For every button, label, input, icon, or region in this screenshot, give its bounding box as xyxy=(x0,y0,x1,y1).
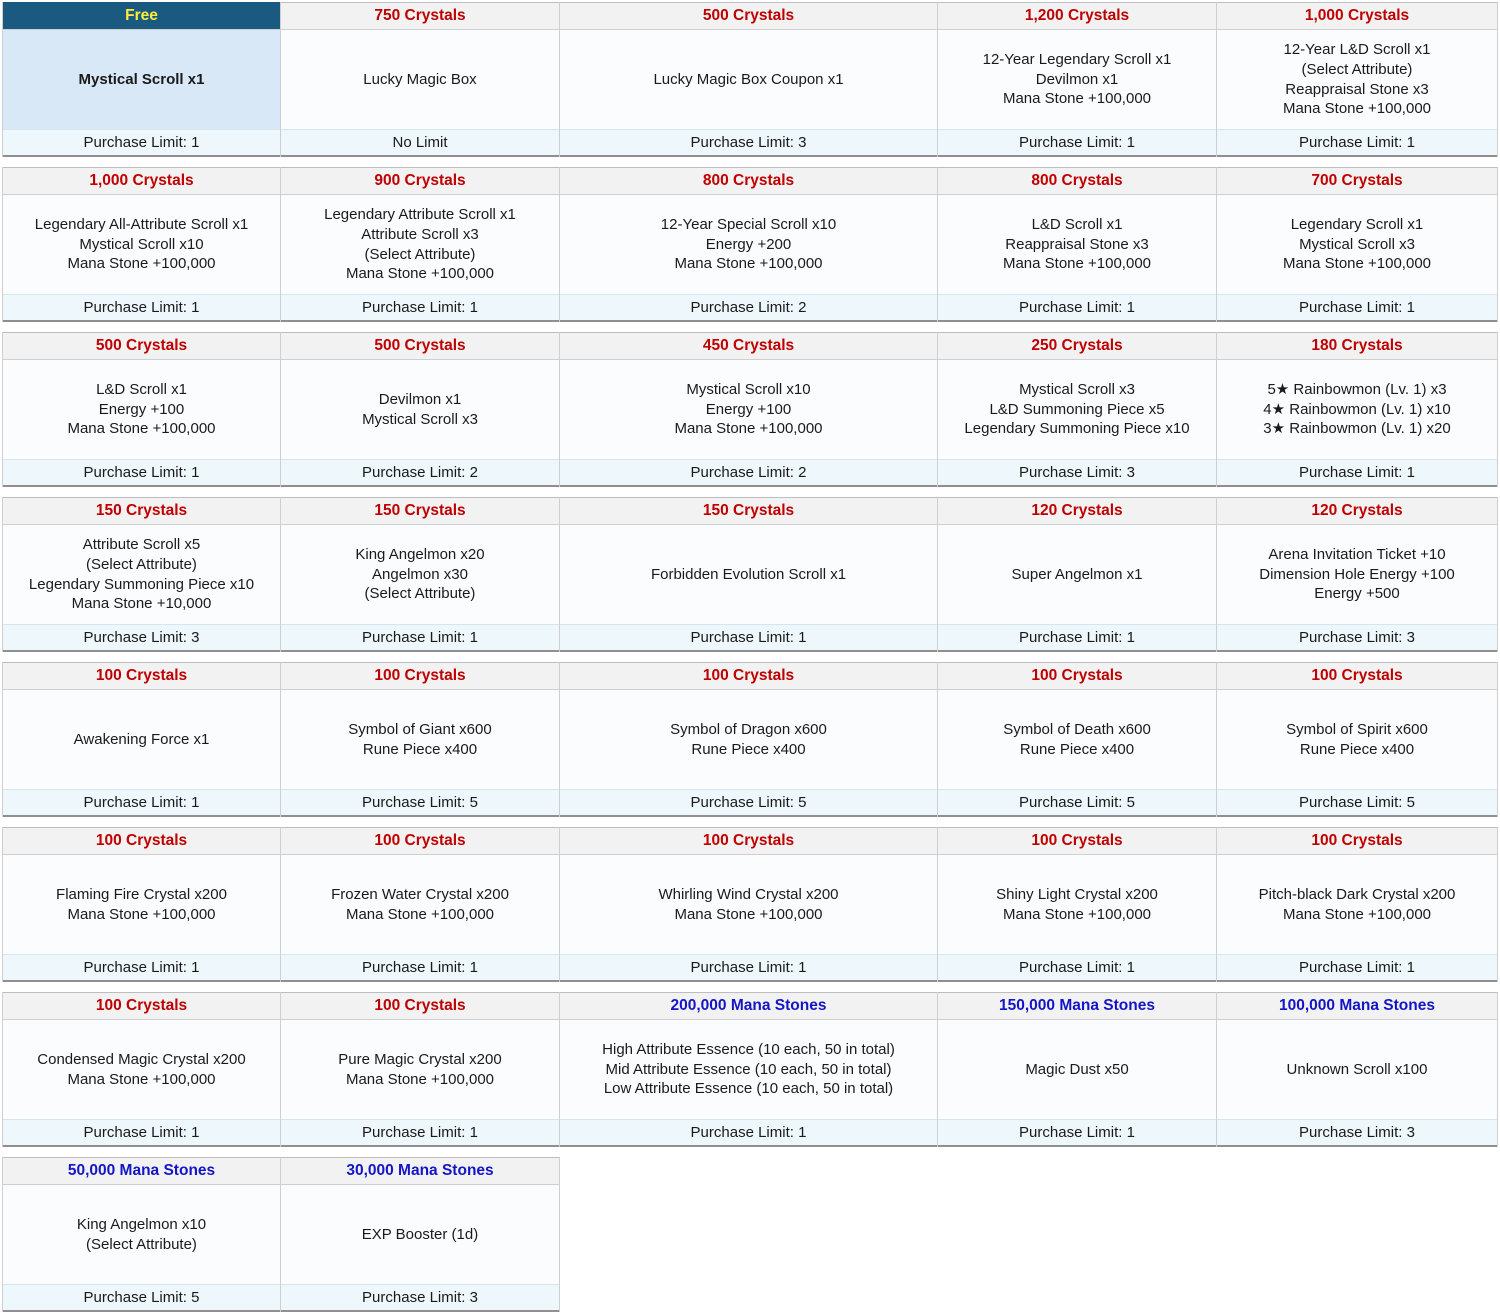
offer-item-line: Mana Stone +100,000 xyxy=(674,255,823,273)
offer-items xyxy=(3,1185,280,1284)
offer-item-line: L&D Scroll x1 xyxy=(1031,215,1123,233)
offer-item-line: Energy +200 xyxy=(705,235,792,253)
offer-item-line: Legendary Summoning Piece x10 xyxy=(28,575,255,593)
purchase-limit: Purchase Limit: 3 xyxy=(938,459,1216,487)
offer-item-line: Shiny Light Crystal x200 xyxy=(996,885,1158,903)
offer-cell[interactable] xyxy=(938,2,1217,157)
offer-item-line: L&D Summoning Piece x5 xyxy=(989,400,1165,418)
offer-cell[interactable] xyxy=(1217,332,1498,487)
purchase-limit: Purchase Limit: 1 xyxy=(3,1119,280,1147)
offer-cell[interactable] xyxy=(560,2,938,157)
offer-cell[interactable] xyxy=(560,497,938,652)
offer-item-line: Pitch-black Dark Crystal x200 xyxy=(1258,885,1456,903)
offer-item-line: Super Angelmon x1 xyxy=(1011,565,1143,583)
offer-item-line: Mana Stone +100,000 xyxy=(1282,255,1432,273)
purchase-limit: Purchase Limit: 3 xyxy=(1217,1119,1497,1147)
offer-cell[interactable] xyxy=(2,497,281,652)
purchase-limit: Purchase Limit: 1 xyxy=(938,129,1216,157)
offer-item-line: (Select Attribute) xyxy=(86,555,197,573)
offer-item-line: Mystical Scroll x1 xyxy=(78,70,205,88)
purchase-limit: Purchase Limit: 1 xyxy=(3,459,280,487)
purchase-limit: Purchase Limit: 1 xyxy=(281,624,559,652)
offer-cell[interactable] xyxy=(1217,167,1498,322)
offer-cell[interactable] xyxy=(2,1157,281,1312)
offer-item-line: Devilmon x1 xyxy=(1035,70,1119,88)
offer-items xyxy=(938,1020,1216,1119)
offer-item-line: 3★ Rainbowmon (Lv. 1) x20 xyxy=(1263,420,1451,438)
offer-price: 120 Crystals xyxy=(1217,497,1497,525)
offer-price: 500 Crystals xyxy=(3,332,280,360)
offer-items xyxy=(938,690,1216,789)
offer-item-line: Lucky Magic Box Coupon x1 xyxy=(653,70,844,88)
offer-item-line: Condensed Magic Crystal x200 xyxy=(37,1050,246,1068)
purchase-limit: Purchase Limit: 1 xyxy=(3,954,280,982)
offer-cell[interactable] xyxy=(560,992,938,1147)
offer-items xyxy=(281,855,559,954)
offer-items xyxy=(281,1185,559,1284)
offer-item-line: Mana Stone +10,000 xyxy=(71,595,212,613)
purchase-limit: Purchase Limit: 1 xyxy=(3,294,280,322)
offer-items xyxy=(281,1020,559,1119)
offer-item-line: Mystical Scroll x10 xyxy=(686,380,811,398)
offer-items xyxy=(3,195,280,294)
offer-cell[interactable] xyxy=(1217,662,1498,817)
offer-cell[interactable] xyxy=(281,1157,560,1312)
purchase-limit: Purchase Limit: 1 xyxy=(281,294,559,322)
offer-price: 700 Crystals xyxy=(1217,167,1497,195)
offer-items xyxy=(1217,855,1497,954)
offer-items xyxy=(938,855,1216,954)
offer-item-line: (Select Attribute) xyxy=(86,1235,197,1253)
offer-price: 100 Crystals xyxy=(3,992,280,1020)
offer-item-line: Awakening Force x1 xyxy=(73,730,210,748)
offer-item-line: Whirling Wind Crystal x200 xyxy=(658,885,839,903)
offer-item-line: (Select Attribute) xyxy=(364,245,476,263)
offer-item-line: Lucky Magic Box xyxy=(363,70,477,88)
offer-cell[interactable] xyxy=(560,662,938,817)
offer-items xyxy=(1217,195,1497,294)
offer-items xyxy=(1217,690,1497,789)
offer-item-line: 12-Year L&D Scroll x1 xyxy=(1283,40,1431,58)
offer-cell[interactable] xyxy=(938,167,1217,322)
offer-item-line: Pure Magic Crystal x200 xyxy=(338,1050,502,1068)
offer-cell[interactable] xyxy=(2,992,281,1147)
purchase-limit: Purchase Limit: 5 xyxy=(281,789,559,817)
offer-cell[interactable] xyxy=(938,992,1217,1147)
purchase-limit: Purchase Limit: 5 xyxy=(938,789,1216,817)
offer-item-line: L&D Scroll x1 xyxy=(96,380,187,398)
offer-item-line: Forbidden Evolution Scroll x1 xyxy=(650,565,847,583)
offer-item-line: King Angelmon x10 xyxy=(76,1215,207,1233)
offer-item-line: Attribute Scroll x5 xyxy=(82,535,201,553)
purchase-limit: Purchase Limit: 1 xyxy=(938,624,1216,652)
offer-item-line: Mana Stone +100,000 xyxy=(674,420,823,438)
offer-price: 120 Crystals xyxy=(938,497,1216,525)
offer-price: 100 Crystals xyxy=(1217,827,1497,855)
offer-price: 800 Crystals xyxy=(560,167,937,195)
purchase-limit: Purchase Limit: 1 xyxy=(560,624,937,652)
offer-cell[interactable] xyxy=(281,2,560,157)
offer-row xyxy=(2,662,1498,817)
offer-item-line: Mana Stone +100,000 xyxy=(67,1070,216,1088)
purchase-limit: Purchase Limit: 5 xyxy=(1217,789,1497,817)
offer-price: 1,000 Crystals xyxy=(1217,2,1497,30)
offer-item-line: (Select Attribute) xyxy=(364,585,476,603)
offer-item-line: Frozen Water Crystal x200 xyxy=(331,885,509,903)
offer-item-line: Legendary Attribute Scroll x1 xyxy=(324,205,516,223)
offer-items xyxy=(3,690,280,789)
purchase-limit: Purchase Limit: 2 xyxy=(560,459,937,487)
purchase-limit: Purchase Limit: 1 xyxy=(1217,129,1497,157)
purchase-limit: Purchase Limit: 1 xyxy=(1217,294,1497,322)
offer-items xyxy=(938,525,1216,624)
offer-items xyxy=(560,1020,937,1119)
offer-item-line: King Angelmon x20 xyxy=(355,545,485,563)
offer-items xyxy=(560,30,937,129)
purchase-limit: Purchase Limit: 1 xyxy=(3,129,280,157)
purchase-limit: Purchase Limit: 1 xyxy=(560,1119,937,1147)
offer-cell[interactable] xyxy=(1217,2,1498,157)
offer-price: Free xyxy=(3,2,280,30)
offer-cell[interactable] xyxy=(281,497,560,652)
purchase-limit: Purchase Limit: 3 xyxy=(3,624,280,652)
offer-item-line: Symbol of Dragon x600 xyxy=(670,720,827,738)
offer-cell[interactable] xyxy=(281,662,560,817)
offer-items xyxy=(1217,30,1497,129)
purchase-limit: Purchase Limit: 5 xyxy=(560,789,937,817)
offer-items xyxy=(1217,525,1497,624)
offer-items xyxy=(1217,1020,1497,1119)
offer-row xyxy=(2,1157,560,1312)
offer-price: 800 Crystals xyxy=(938,167,1216,195)
purchase-limit: Purchase Limit: 1 xyxy=(938,1119,1216,1147)
offer-item-line: Energy +500 xyxy=(1314,585,1400,603)
offer-price: 100,000 Mana Stones xyxy=(1217,992,1497,1020)
offer-item-line: Rune Piece x400 xyxy=(362,740,478,758)
offer-item-line: Flaming Fire Crystal x200 xyxy=(56,885,227,903)
offer-price: 50,000 Mana Stones xyxy=(3,1157,280,1185)
offer-items xyxy=(281,360,559,459)
offer-cell[interactable] xyxy=(2,332,281,487)
purchase-limit: Purchase Limit: 2 xyxy=(560,294,937,322)
offer-item-line: Mana Stone +100,000 xyxy=(67,255,216,273)
offer-price: 100 Crystals xyxy=(3,662,280,690)
offer-cell[interactable] xyxy=(560,827,938,982)
offer-item-line: Mana Stone +100,000 xyxy=(1282,100,1432,118)
offer-price: 150 Crystals xyxy=(281,497,559,525)
purchase-limit: Purchase Limit: 3 xyxy=(560,129,937,157)
offer-items xyxy=(3,855,280,954)
offer-price: 100 Crystals xyxy=(281,662,559,690)
offer-price: 180 Crystals xyxy=(1217,332,1497,360)
offer-item-line: Rune Piece x400 xyxy=(1019,740,1135,758)
offer-cell[interactable] xyxy=(2,2,281,157)
offer-item-line: Energy +100 xyxy=(705,400,792,418)
offer-item-line: Mid Attribute Essence (10 each, 50 in total) xyxy=(605,1060,892,1078)
purchase-limit: Purchase Limit: 1 xyxy=(1217,459,1497,487)
offer-price: 100 Crystals xyxy=(938,827,1216,855)
offer-items xyxy=(3,1020,280,1119)
offer-items xyxy=(281,195,559,294)
purchase-limit: Purchase Limit: 2 xyxy=(281,459,559,487)
offer-cell[interactable] xyxy=(938,662,1217,817)
offer-item-line: Arena Invitation Ticket +10 xyxy=(1268,545,1446,563)
offer-item-line: 12-Year Special Scroll x10 xyxy=(660,215,837,233)
purchase-limit: Purchase Limit: 1 xyxy=(281,1119,559,1147)
offer-row xyxy=(2,2,1498,157)
purchase-limit: Purchase Limit: 1 xyxy=(281,954,559,982)
offer-price: 30,000 Mana Stones xyxy=(281,1157,559,1185)
offer-items xyxy=(281,690,559,789)
offer-cell[interactable] xyxy=(281,992,560,1147)
offer-item-line: Legendary Summoning Piece x10 xyxy=(964,420,1190,438)
offer-items xyxy=(3,30,280,129)
offer-items xyxy=(938,195,1216,294)
offer-row xyxy=(2,167,1498,322)
offer-cell[interactable] xyxy=(2,662,281,817)
offer-price: 900 Crystals xyxy=(281,167,559,195)
offer-price: 100 Crystals xyxy=(3,827,280,855)
offer-row xyxy=(2,497,1498,652)
offer-items xyxy=(560,690,937,789)
offer-price: 500 Crystals xyxy=(281,332,559,360)
offer-item-line: Mystical Scroll x3 xyxy=(362,410,478,428)
offer-price: 100 Crystals xyxy=(281,827,559,855)
offer-item-line: (Select Attribute) xyxy=(1301,60,1413,78)
offer-items xyxy=(560,195,937,294)
purchase-limit: Purchase Limit: 1 xyxy=(560,954,937,982)
offer-item-line: Angelmon x30 xyxy=(372,565,468,583)
offer-item-line: Rune Piece x400 xyxy=(1299,740,1415,758)
offer-price: 750 Crystals xyxy=(281,2,559,30)
offer-price: 100 Crystals xyxy=(560,827,937,855)
purchase-limit: Purchase Limit: 1 xyxy=(938,294,1216,322)
offer-item-line: Mana Stone +100,000 xyxy=(1002,905,1152,923)
offer-cell[interactable] xyxy=(281,827,560,982)
offer-item-line: Mystical Scroll x3 xyxy=(1299,235,1415,253)
offer-item-line: Mana Stone +100,000 xyxy=(1282,905,1432,923)
offer-items xyxy=(281,30,559,129)
offer-price: 200,000 Mana Stones xyxy=(560,992,937,1020)
offer-price: 150,000 Mana Stones xyxy=(938,992,1216,1020)
purchase-limit: Purchase Limit: 1 xyxy=(3,789,280,817)
offer-item-line: EXP Booster (1d) xyxy=(361,1225,479,1243)
offer-item-line: Unknown Scroll x100 xyxy=(1286,1060,1428,1078)
offer-items xyxy=(560,360,937,459)
offer-price: 150 Crystals xyxy=(3,497,280,525)
offer-item-line: Mana Stone +100,000 xyxy=(1002,90,1152,108)
offer-item-line: 12-Year Legendary Scroll x1 xyxy=(982,50,1172,68)
offer-item-line: Energy +100 xyxy=(98,400,185,418)
offer-items xyxy=(560,855,937,954)
offer-item-line: High Attribute Essence (10 each, 50 in total) xyxy=(602,1040,895,1058)
offer-item-line: Magic Dust x50 xyxy=(1025,1060,1129,1078)
offer-item-line: Devilmon x1 xyxy=(378,390,462,408)
offer-item-line: Mana Stone +100,000 xyxy=(345,905,495,923)
offer-item-line: 4★ Rainbowmon (Lv. 1) x10 xyxy=(1263,400,1451,418)
offer-cell[interactable] xyxy=(1217,497,1498,652)
offer-item-line: Mana Stone +100,000 xyxy=(345,1070,495,1088)
purchase-limit: Purchase Limit: 1 xyxy=(1217,954,1497,982)
offer-items xyxy=(938,360,1216,459)
offer-item-line: Mystical Scroll x10 xyxy=(79,235,204,253)
offer-cell[interactable] xyxy=(938,827,1217,982)
offer-item-line: Symbol of Spirit x600 xyxy=(1286,720,1428,738)
offer-cell[interactable] xyxy=(938,497,1217,652)
offer-cell[interactable] xyxy=(281,332,560,487)
offer-items xyxy=(3,360,280,459)
offer-item-line: Symbol of Death x600 xyxy=(1003,720,1151,738)
offer-cell[interactable] xyxy=(281,167,560,322)
offer-price: 450 Crystals xyxy=(560,332,937,360)
offer-item-line: Low Attribute Essence (10 each, 50 in total) xyxy=(603,1080,894,1098)
offer-item-line: Mana Stone +100,000 xyxy=(345,265,495,283)
offer-item-line: 5★ Rainbowmon (Lv. 1) x3 xyxy=(1267,380,1447,398)
offer-items xyxy=(560,525,937,624)
offer-items xyxy=(281,525,559,624)
offer-item-line: Reappraisal Stone x3 xyxy=(1285,80,1429,98)
offer-item-line: Mana Stone +100,000 xyxy=(67,905,216,923)
offer-cell[interactable] xyxy=(2,827,281,982)
offer-item-line: Dimension Hole Energy +100 xyxy=(1259,565,1455,583)
offer-price: 100 Crystals xyxy=(938,662,1216,690)
offer-item-line: Mana Stone +100,000 xyxy=(1002,255,1152,273)
offer-cell[interactable] xyxy=(938,332,1217,487)
offer-row xyxy=(2,332,1498,487)
offer-item-line: Legendary All-Attribute Scroll x1 xyxy=(34,215,249,233)
offer-item-line: Legendary Scroll x1 xyxy=(1290,215,1424,233)
purchase-limit: Purchase Limit: 1 xyxy=(938,954,1216,982)
offer-item-line: Symbol of Giant x600 xyxy=(348,720,492,738)
offer-items xyxy=(1217,360,1497,459)
offer-price: 250 Crystals xyxy=(938,332,1216,360)
offer-price: 150 Crystals xyxy=(560,497,937,525)
purchase-limit: Purchase Limit: 3 xyxy=(1217,624,1497,652)
offer-price: 100 Crystals xyxy=(560,662,937,690)
offer-items xyxy=(3,525,280,624)
offer-cell[interactable] xyxy=(560,167,938,322)
offer-cell[interactable] xyxy=(560,332,938,487)
offer-item-line: Mana Stone +100,000 xyxy=(674,905,823,923)
offer-row xyxy=(2,827,1498,982)
purchase-limit: No Limit xyxy=(281,129,559,157)
purchase-limit: Purchase Limit: 3 xyxy=(281,1284,559,1312)
offer-item-line: Reappraisal Stone x3 xyxy=(1005,235,1149,253)
purchase-limit: Purchase Limit: 5 xyxy=(3,1284,280,1312)
offer-item-line: Rune Piece x400 xyxy=(691,740,806,758)
offer-item-line: Mystical Scroll x3 xyxy=(1019,380,1135,398)
offer-cell[interactable] xyxy=(1217,827,1498,982)
offer-items xyxy=(938,30,1216,129)
offer-item-line: Mana Stone +100,000 xyxy=(67,420,216,438)
offer-item-line: Attribute Scroll x3 xyxy=(361,225,479,243)
offer-price: 100 Crystals xyxy=(281,992,559,1020)
offer-price: 1,000 Crystals xyxy=(3,167,280,195)
offer-row xyxy=(2,992,1498,1147)
offer-cell[interactable] xyxy=(2,167,281,322)
offer-cell[interactable] xyxy=(1217,992,1498,1147)
offer-price: 1,200 Crystals xyxy=(938,2,1216,30)
offer-price: 500 Crystals xyxy=(560,2,937,30)
offer-price: 100 Crystals xyxy=(1217,662,1497,690)
